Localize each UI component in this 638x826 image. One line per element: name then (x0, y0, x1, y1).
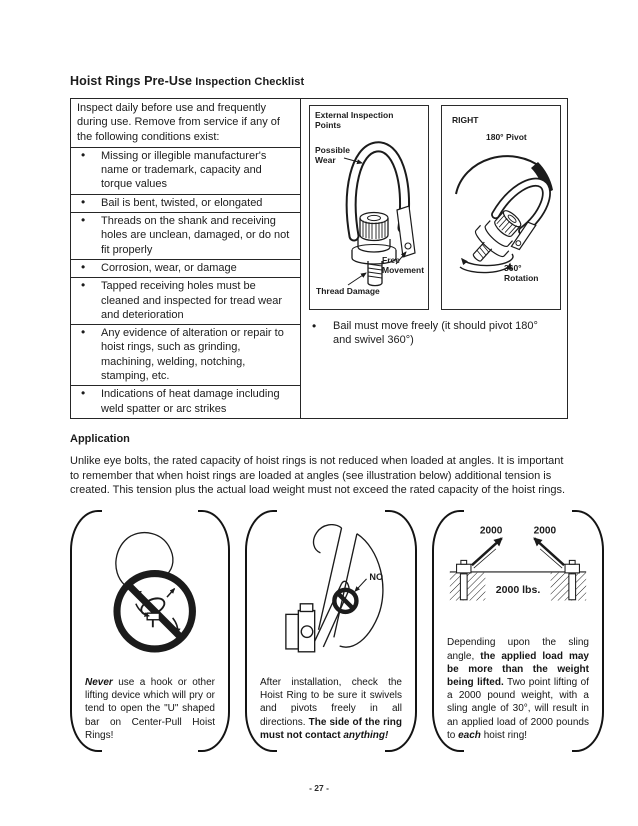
checklist-item: • Corrosion, wear, or damage (71, 260, 300, 278)
never-hook-panel (70, 510, 230, 752)
diagram-column (301, 99, 567, 418)
sling-angle-panel (432, 510, 604, 752)
no-label: NO (369, 571, 384, 582)
checklist-item: • Any evidence of alteration or repair to hoist rings, such as grinding, machining, welding, notching, stamping, etc. (71, 325, 300, 386)
checklist-item: • Bail is bent, twisted, or elongated (71, 195, 300, 213)
diagram-row (309, 105, 561, 310)
page-title (70, 74, 568, 90)
thread-damage-label: Thread Damage (316, 286, 380, 296)
possible-wear-label: Possible Wear (315, 145, 350, 165)
checklist-item: • Missing or illegible manufacturer's name or trademark, capacity and torque values (71, 148, 300, 195)
page-number: - 27 - (309, 783, 329, 793)
bail-note: • Bail must move freely (it should pivot 180° and swivel 360°) (309, 319, 561, 348)
right-label: RIGHT (452, 115, 479, 125)
illustration-panels (70, 510, 589, 752)
pivot-rotation-diagram (441, 105, 561, 310)
checklist-item: • Tapped receiving holes must be cleaned and inspected for tread wear and deterioration (71, 278, 300, 325)
diagram-title: External Inspection Points (315, 110, 394, 130)
page-title-sub: Inspection Checklist (192, 76, 305, 88)
never-hook-caption: Never use a hook or other lifting device which will pry or tend to open the "U" shaped bar on Center-Pull Hoist Rings! (85, 677, 215, 741)
external-inspection-diagram (309, 105, 429, 310)
ring-contact-art (259, 524, 403, 674)
pivot-label: 180° Pivot (486, 132, 527, 142)
page-title-main: Hoist Rings Pre-Use (70, 74, 193, 88)
contact-check-caption: After installation, check the Hoist Ring to be sure it swivels and pivots freely in all directions. The side of the ring must not contact anything! (260, 677, 402, 741)
checklist-column (71, 99, 301, 418)
contact-check-panel (245, 510, 417, 752)
prohibited-hook-art (84, 528, 216, 670)
inspection-checklist-table (70, 98, 568, 419)
sling-angle-caption: Depending upon the sling angle, the applied load may be more than the weight being lifted. Two point lifting of a 2000 pound weight, with a sling angle of 30°, will result in an applied load of 2000 pounds to each hoist ring! (447, 637, 589, 741)
no-hook-illustration (84, 522, 216, 676)
load-right-label: 2000 (533, 525, 557, 537)
rotation-label: 360° Rotation (504, 263, 539, 283)
checklist-item: • Indications of heat damage including weld spatter or arc strikes (71, 386, 300, 418)
free-movement-label: Free Movement (382, 255, 425, 275)
checklist-item: • Threads on the shank and receiving holes are unclean, damaged, or do not fit properly (71, 213, 300, 260)
application-paragraph: Unlike eye bolts, the rated capacity of hoist rings is not reduced when loaded at angles. It is important to remember that when hoist rings are loaded at angles (see illustration below) additional tension is created. This tension plus the actual load weight must not exceed the rated capacity of the hoist rings. (70, 454, 566, 497)
weight-label: 2000 lbs. (495, 584, 541, 597)
load-left-label: 2000 (479, 525, 503, 537)
sling-load-art (446, 522, 590, 618)
application-heading: Application (70, 432, 130, 445)
checklist-intro: Inspect daily before use and frequently during use. Remove from service if any of the following conditions exist: (71, 99, 300, 148)
contact-check-illustration (259, 522, 403, 676)
sling-angle-illustration (446, 522, 590, 636)
hoist-ring-line-art (310, 106, 431, 308)
